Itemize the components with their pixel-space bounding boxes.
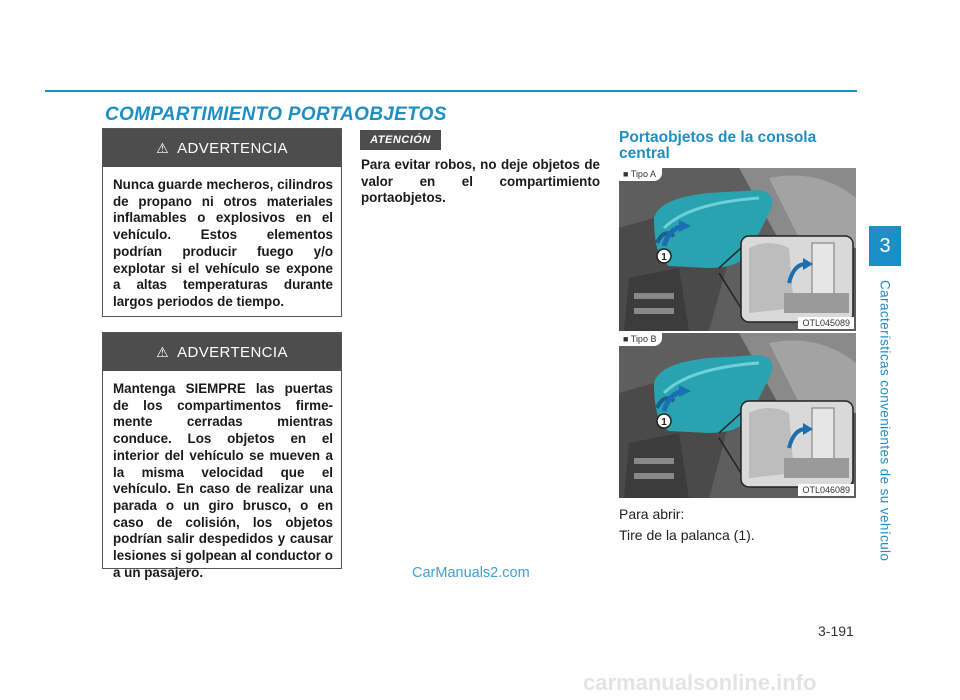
figure-tipo-a	[619, 168, 856, 331]
warning-heading: ADVERTENCIA	[177, 343, 288, 361]
open-step: Tire de la palanca (1).	[619, 527, 755, 543]
figure-label: ■ Tipo B	[619, 333, 662, 346]
chapter-tab: 3	[869, 226, 901, 266]
warning-text: Mantenga SIEMPRE las puertas de los compartimentos firme-mente cerradas mientras conduce. Los objetos en el interior del vehículo se mueven a la misma velocidad que el vehículo. En caso de realizar una parada o un giro brusco, o en caso de colisión, los objetos podrían salir despedidos y causar lesiones si golpean al conductor o a un pasajero.	[113, 381, 333, 580]
warning-triangle-icon: ⚠	[156, 139, 170, 156]
svg-text:1: 1	[661, 417, 667, 428]
warning-box-1	[102, 128, 342, 317]
warning-heading: ADVERTENCIA	[177, 139, 288, 157]
open-label: Para abrir:	[619, 506, 685, 522]
warning-header	[103, 333, 341, 371]
figure-code: OTL045089	[798, 317, 854, 329]
section-title: COMPARTIMIENTO PORTAOBJETOS	[105, 104, 447, 125]
footer-watermark: carmanualsonline.info	[583, 670, 817, 695]
warning-header	[103, 129, 341, 167]
figure-label: ■ Tipo A	[619, 168, 662, 181]
site-watermark[interactable]: CarManuals2.com	[412, 565, 530, 581]
figure-tipo-b	[619, 333, 856, 498]
page-number: 3-191	[818, 623, 854, 639]
attention-badge: ATENCIÓN	[360, 130, 441, 150]
inset-detail	[619, 168, 856, 331]
top-rule	[45, 90, 857, 92]
svg-text:1: 1	[661, 252, 667, 263]
warning-triangle-icon: ⚠	[156, 343, 170, 360]
console-heading: Portaobjetos de la consola central	[619, 129, 817, 162]
attention-text: Para evitar robos, no deje objetos de valor en el compartimiento portaobjetos.	[361, 157, 600, 205]
chapter-title: Características convenientes de su vehículo	[877, 280, 893, 562]
warning-box-2	[102, 332, 342, 580]
warning-text: Nunca guarde mecheros, cilindros de propano ni otros materiales inflamables o explosivos en el vehículo. Estos elementos podrían producir fuego y/o explotar si el vehículo se expone a altas temperaturas durante largos periodos de tiempo.	[113, 177, 333, 309]
figure-code: OTL046089	[798, 484, 854, 496]
inset-detail	[619, 333, 856, 498]
